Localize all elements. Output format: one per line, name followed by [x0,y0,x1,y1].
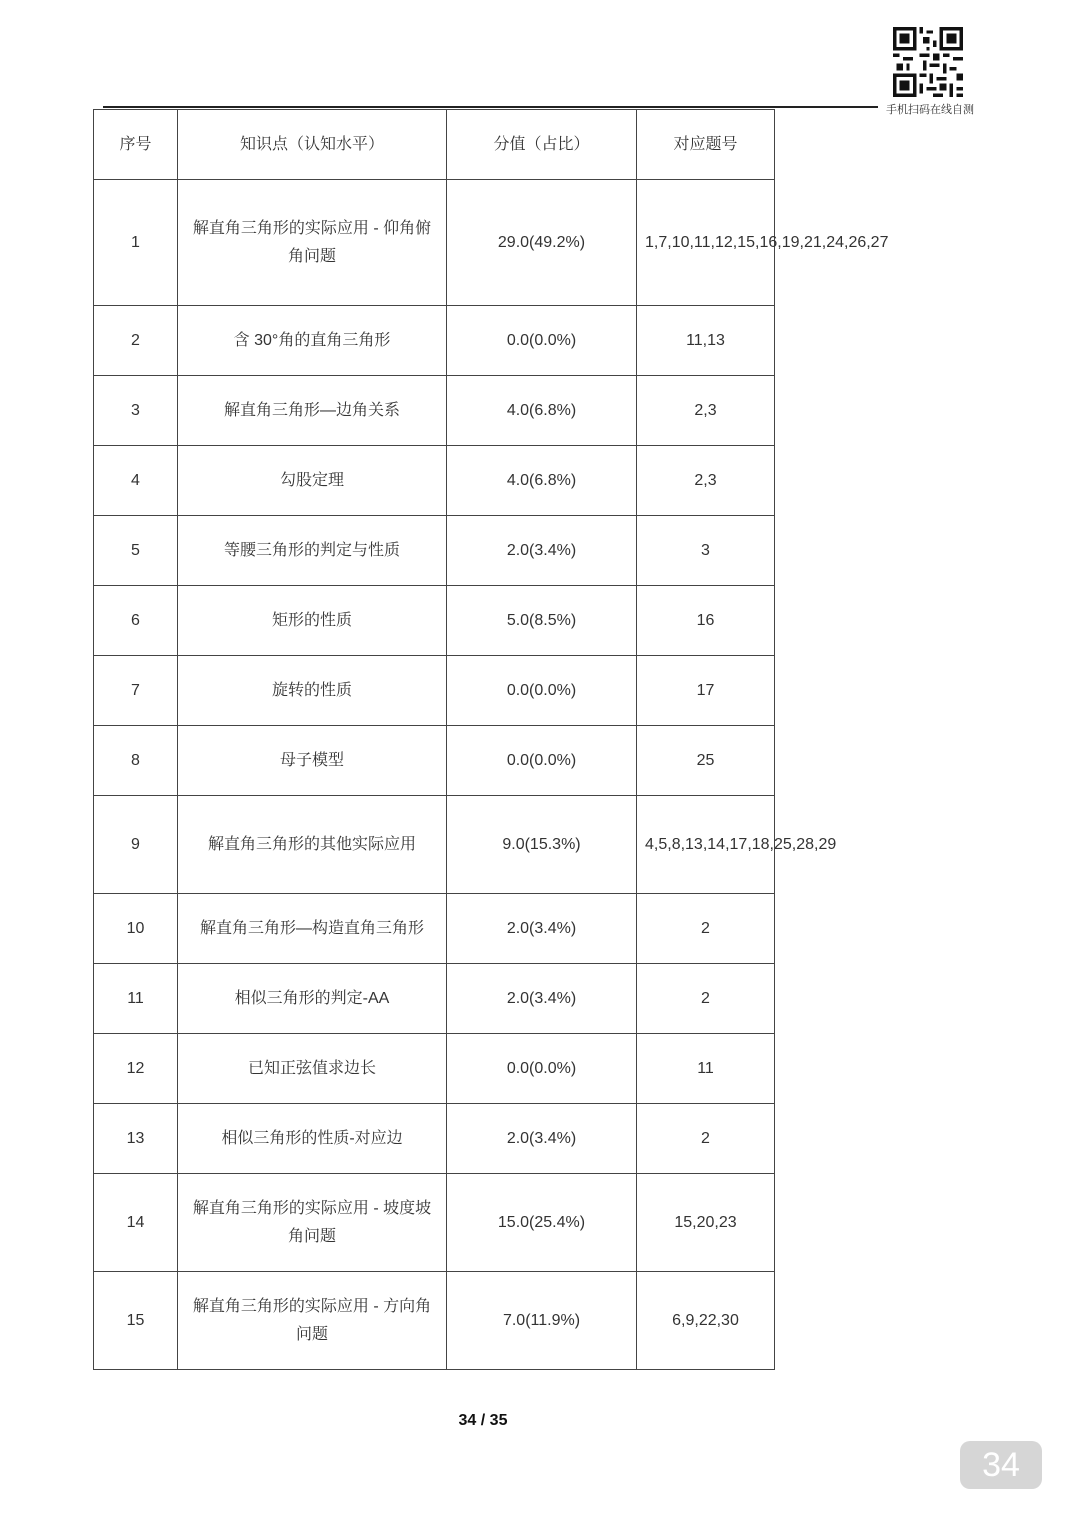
row-index: 1 [94,180,178,306]
header-question-numbers: 对应题号 [637,110,775,180]
table-row [94,1174,775,1272]
row-knowledge-point: 勾股定理 [178,446,447,516]
row-question-numbers: 2,3 [637,376,775,446]
row-score: 0.0(0.0%) [447,1034,637,1104]
row-score: 2.0(3.4%) [447,894,637,964]
row-knowledge-point: 解直角三角形的实际应用 - 仰角俯角问题 [178,180,447,306]
table-row [94,796,775,894]
row-knowledge-point: 相似三角形的判定-AA [178,964,447,1034]
row-index: 4 [94,446,178,516]
row-index: 3 [94,376,178,446]
row-question-numbers: 25 [637,726,775,796]
row-knowledge-point: 解直角三角形的其他实际应用 [178,796,447,894]
knowledge-point-table [93,109,889,1370]
table-row [94,306,775,376]
row-question-numbers: 11 [637,1034,775,1104]
row-knowledge-point: 解直角三角形—边角关系 [178,376,447,446]
row-score: 9.0(15.3%) [447,796,637,894]
row-index: 12 [94,1034,178,1104]
row-index: 15 [94,1272,178,1370]
table-row [94,1034,775,1104]
row-knowledge-point: 解直角三角形—构造直角三角形 [178,894,447,964]
row-question-numbers: 16 [637,586,775,656]
row-index: 7 [94,656,178,726]
row-score: 0.0(0.0%) [447,306,637,376]
row-score: 0.0(0.0%) [447,656,637,726]
row-question-numbers: 2 [637,964,775,1034]
row-score: 4.0(6.8%) [447,376,637,446]
row-index: 9 [94,796,178,894]
row-knowledge-point: 矩形的性质 [178,586,447,656]
row-question-numbers: 2 [637,894,775,964]
header-knowledge-point: 知识点（认知水平） [178,110,447,180]
row-question-numbers: 15,20,23 [637,1174,775,1272]
row-index: 10 [94,894,178,964]
row-question-numbers: 4,5,8,13,14,17,18,25,28,29 [637,796,775,894]
row-knowledge-point: 解直角三角形的实际应用 - 方向角问题 [178,1272,447,1370]
row-index: 5 [94,516,178,586]
table-row [94,586,775,656]
row-index: 11 [94,964,178,1034]
row-score: 4.0(6.8%) [447,446,637,516]
row-knowledge-point: 母子模型 [178,726,447,796]
table-row [94,1104,775,1174]
row-knowledge-point: 旋转的性质 [178,656,447,726]
table-row [94,964,775,1034]
row-score: 15.0(25.4%) [447,1174,637,1272]
header-index: 序号 [94,110,178,180]
table-row [94,516,775,586]
row-question-numbers: 2,3 [637,446,775,516]
row-index: 13 [94,1104,178,1174]
row-question-numbers: 17 [637,656,775,726]
row-knowledge-point: 解直角三角形的实际应用 - 坡度坡角问题 [178,1174,447,1272]
table-header-row [94,110,775,180]
row-score: 7.0(11.9%) [447,1272,637,1370]
table-row [94,446,775,516]
header-rule [103,106,878,108]
table-row [94,376,775,446]
row-score: 2.0(3.4%) [447,516,637,586]
row-index: 14 [94,1174,178,1272]
page-number-badge: 34 [960,1441,1042,1489]
row-score: 2.0(3.4%) [447,964,637,1034]
row-score: 5.0(8.5%) [447,586,637,656]
row-knowledge-point: 已知正弦值求边长 [178,1034,447,1104]
row-score: 0.0(0.0%) [447,726,637,796]
table-row [94,894,775,964]
table-row [94,656,775,726]
row-knowledge-point: 相似三角形的性质-对应边 [178,1104,447,1174]
qr-code-icon [893,27,963,97]
row-index: 8 [94,726,178,796]
row-question-numbers: 2 [637,1104,775,1174]
table-row [94,1272,775,1370]
page-indicator: 34 / 35 [458,1412,508,1429]
header-score: 分值（占比） [447,110,637,180]
row-score: 2.0(3.4%) [447,1104,637,1174]
row-index: 2 [94,306,178,376]
qr-caption: 手机扫码在线自测 [886,104,974,116]
row-knowledge-point: 等腰三角形的判定与性质 [178,516,447,586]
row-question-numbers: 6,9,22,30 [637,1272,775,1370]
table-row [94,180,775,306]
row-question-numbers: 11,13 [637,306,775,376]
row-question-numbers: 1,7,10,11,12,15,16,19,21,24,26,27 [637,180,775,306]
row-question-numbers: 3 [637,516,775,586]
row-index: 6 [94,586,178,656]
row-knowledge-point: 含 30°角的直角三角形 [178,306,447,376]
table-row [94,726,775,796]
row-score: 29.0(49.2%) [447,180,637,306]
